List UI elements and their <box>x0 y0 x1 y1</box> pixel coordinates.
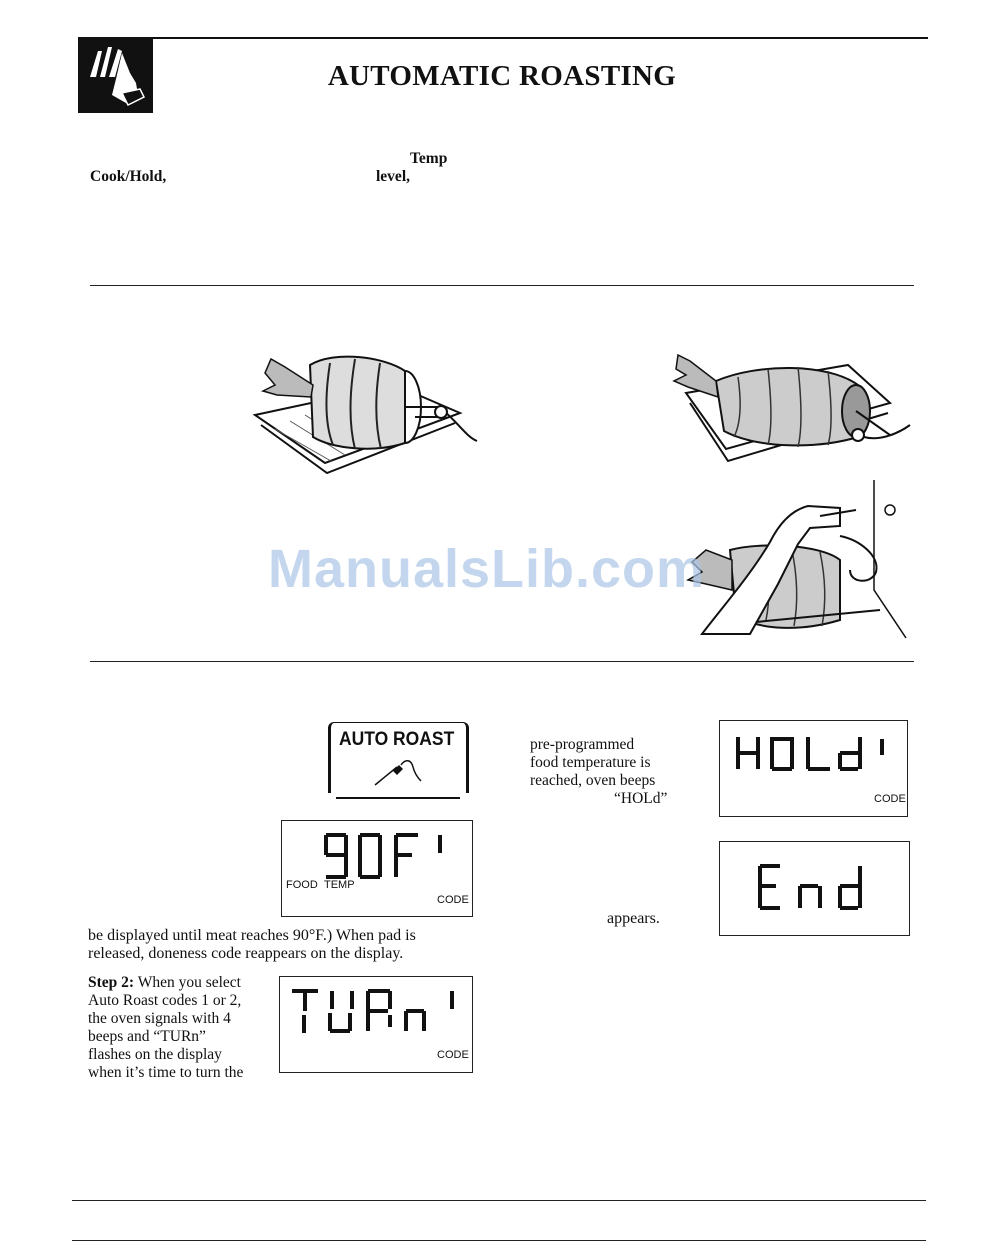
step1-line2: released, doneness code reappears on the display. <box>88 945 404 962</box>
lcd-digits-90f1 <box>322 831 452 883</box>
lcd-digits-end <box>756 862 876 914</box>
lcd-end-display <box>719 841 910 936</box>
code-label: CODE <box>437 894 469 906</box>
hold-line2: food temperature is <box>530 754 651 771</box>
intro-word-cookhold: Cook/Hold, <box>90 168 167 185</box>
auto-roast-pad-label: AUTO ROAST <box>339 729 455 750</box>
step2-line2: Auto Roast codes 1 or 2, <box>88 992 242 1009</box>
footer-rule-1 <box>72 1200 926 1201</box>
hold-line1: pre-programmed <box>530 736 635 753</box>
lcd-food-temp-display <box>281 820 473 917</box>
step2-line3: the oven signals with 4 <box>88 1010 231 1027</box>
hold-code-label: CODE <box>874 793 906 805</box>
temp-label: TEMP <box>324 879 355 891</box>
step2-line5: flashes on the display <box>88 1046 222 1063</box>
page-title: AUTOMATIC ROASTING <box>327 60 677 92</box>
roast-in-pan-illustration <box>668 345 913 470</box>
step2-text <box>88 974 273 1081</box>
section-rule-2 <box>90 661 914 662</box>
hold-line3: reached, oven beeps <box>530 772 656 789</box>
end-text-appears: appears. <box>607 910 660 927</box>
lcd-turn-display <box>279 976 473 1073</box>
turn-code-label: CODE <box>437 1049 469 1061</box>
step2-label: Step 2: <box>88 974 135 991</box>
lcd-digits-hold1 <box>734 735 894 775</box>
hold-text <box>530 736 680 808</box>
intro-word-temp: Temp <box>410 150 448 167</box>
meat-probe-icon <box>371 757 421 789</box>
step1-line1: be displayed until meat reaches 90°F.) When pad is <box>88 927 416 944</box>
watermark: ManualsLib.com <box>268 539 706 599</box>
intro-word-level: level, <box>376 168 410 185</box>
pad-underline <box>336 797 460 799</box>
step2-line1: When you select <box>137 974 241 991</box>
roast-on-rack-illustration <box>245 345 480 480</box>
header-rule <box>78 37 928 39</box>
plugging-probe-illustration <box>680 480 910 638</box>
lcd-hold-display <box>719 720 908 817</box>
step2-line6: when it’s time to turn the <box>88 1064 244 1081</box>
auto-roast-pad[interactable] <box>328 722 469 793</box>
footer-rule-2 <box>72 1240 926 1241</box>
step2-line4: beeps and “TURn” <box>88 1028 206 1045</box>
food-label: FOOD <box>286 879 318 891</box>
section-rule-1 <box>90 285 914 286</box>
hold-line4: “HOLd” <box>614 790 668 807</box>
lcd-digits-turn1 <box>290 987 460 1037</box>
